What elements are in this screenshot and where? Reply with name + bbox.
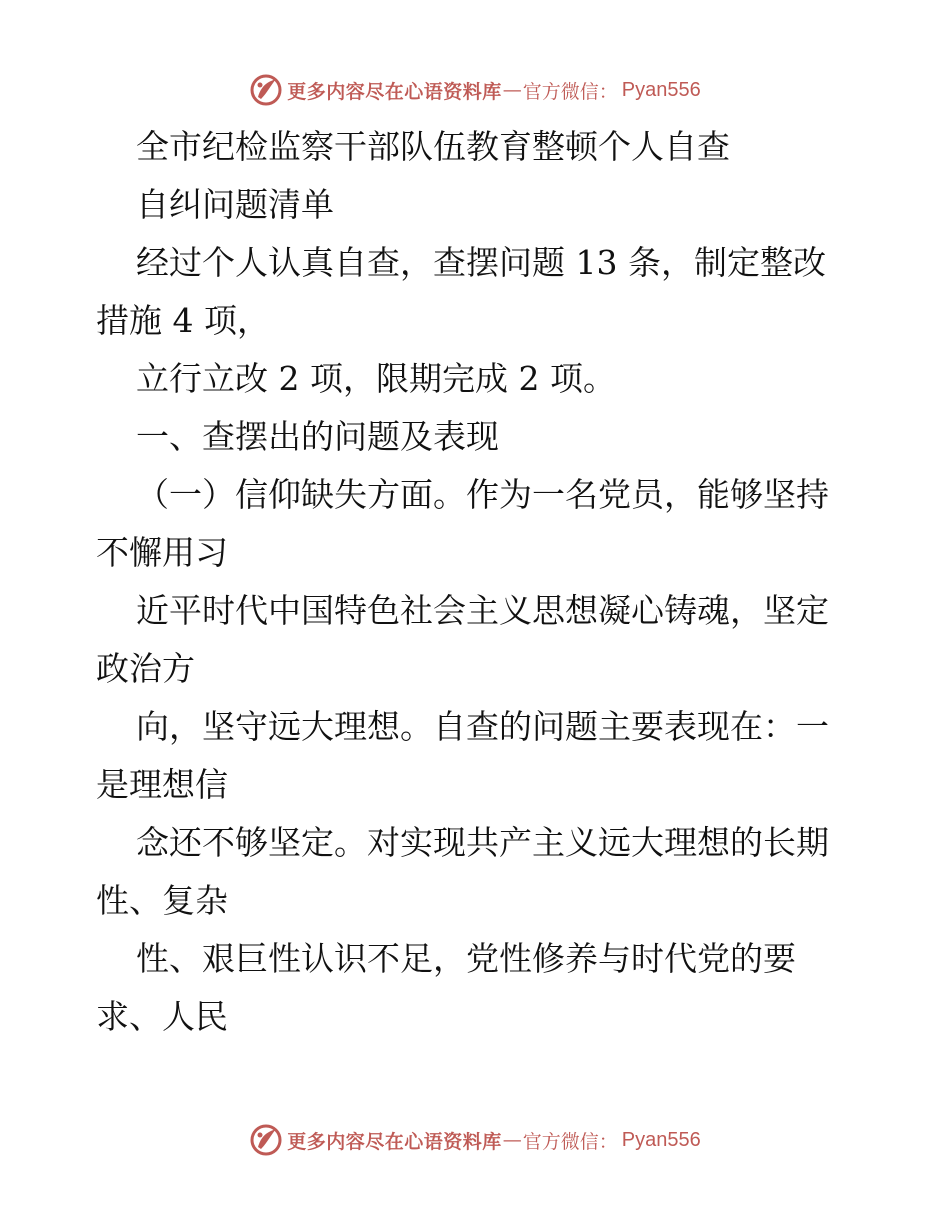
paragraph-line: 不懈用习 [96,533,228,572]
header-text: 更多内容尽在心语资料库 [287,80,502,103]
document-body [96,118,866,1046]
paragraph-line: 经过个人认真自查，查摆问题 13 条，制定整改 [136,243,826,282]
header-banner [0,72,950,108]
doc-title-line-2: 自纠问题清单 [136,185,334,224]
paragraph-line: 求、人民 [96,997,228,1036]
footer-wechat-label: 官方微信： [522,1130,618,1153]
footer-dash: — [502,1129,522,1151]
doc-title-line-1: 全市纪检监察干部队伍教育整顿个人自查 [136,127,730,166]
paragraph-line: 性、艰巨性认识不足，党性修养与时代党的要 [136,939,796,978]
footer-banner [0,1122,950,1158]
paragraph-line: （一）信仰缺失方面。作为一名党员，能够坚持 [136,475,829,514]
header-wechat-label: 官方微信： [522,80,618,103]
paragraph-line: 是理想信 [96,765,228,804]
section-heading: 一、查摆出的问题及表现 [136,417,499,456]
header-wechat-id: Pyan556 [621,78,701,101]
paragraph-line: 向，坚守远大理想。自查的问题主要表现在：一 [136,707,829,746]
logo-icon [249,73,283,107]
paragraph-line: 政治方 [96,649,195,688]
paragraph-line: 措施 4 项， [96,301,270,340]
paragraph-line: 性、复杂 [96,881,228,920]
footer-text: 更多内容尽在心语资料库 [287,1130,502,1153]
header-dash: — [502,79,522,101]
paragraph-line: 念还不够坚定。对实现共产主义远大理想的长期 [136,823,829,862]
logo-icon [249,1123,283,1157]
paragraph-line: 近平时代中国特色社会主义思想凝心铸魂，坚定 [136,591,829,630]
paragraph-line: 立行立改 2 项，限期完成 2 项。 [136,359,616,398]
footer-wechat-id: Pyan556 [621,1128,701,1151]
